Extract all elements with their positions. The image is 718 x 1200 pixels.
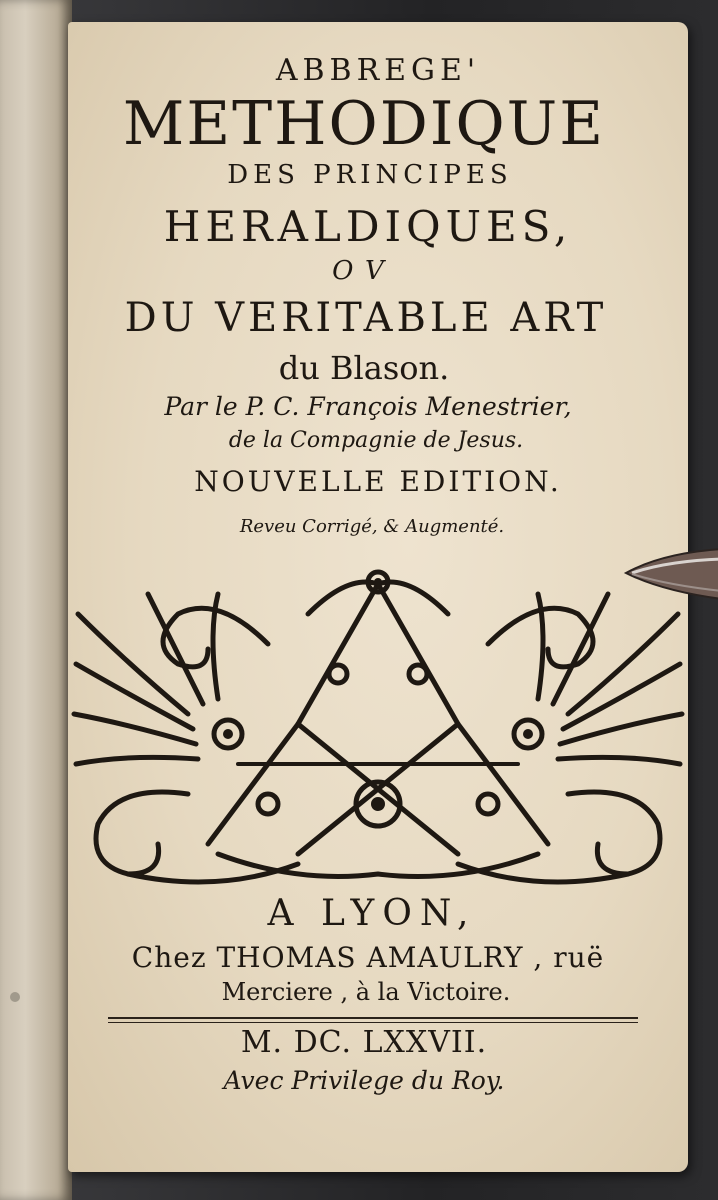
metal-bookmark-icon [622,547,718,603]
imprint-address: Merciere , à la Victoire. [221,978,511,1006]
title-methodique: METHODIQUE [122,89,606,159]
title-ou: OV [332,256,396,286]
title-page [68,22,688,1172]
revu-line: Reveu Corrigé, & Augmenté. [239,516,505,537]
imprint-city: A LYON, [267,893,477,934]
imprint-printer: Chez THOMAS AMAULRY , ruë [131,941,605,974]
edition-line: NOUVELLE EDITION. [194,465,562,498]
divider-rule [108,1017,638,1019]
compagnie-line: de la Compagnie de Jesus. [228,428,524,453]
author-line: Par le P. C. François Menestrier, [164,392,572,421]
title-du-blason: du Blason. [278,349,450,387]
title-des-principes: DES PRINCIPES [227,160,513,190]
title-heraldiques: HERALDIQUES, [163,202,573,251]
title-abbrege: ABBREGE' [275,53,481,88]
imprint-date: M. DC. LXXVII. [240,1025,488,1060]
pin-hole [10,992,20,1002]
privilege-line: Avec Privilege du Roy. [223,1066,505,1095]
divider-rule-thin [108,1022,638,1023]
title-du-veritable-art: DU VERITABLE ART [124,295,608,341]
woodcut-scroll-ornament-icon [68,554,688,894]
